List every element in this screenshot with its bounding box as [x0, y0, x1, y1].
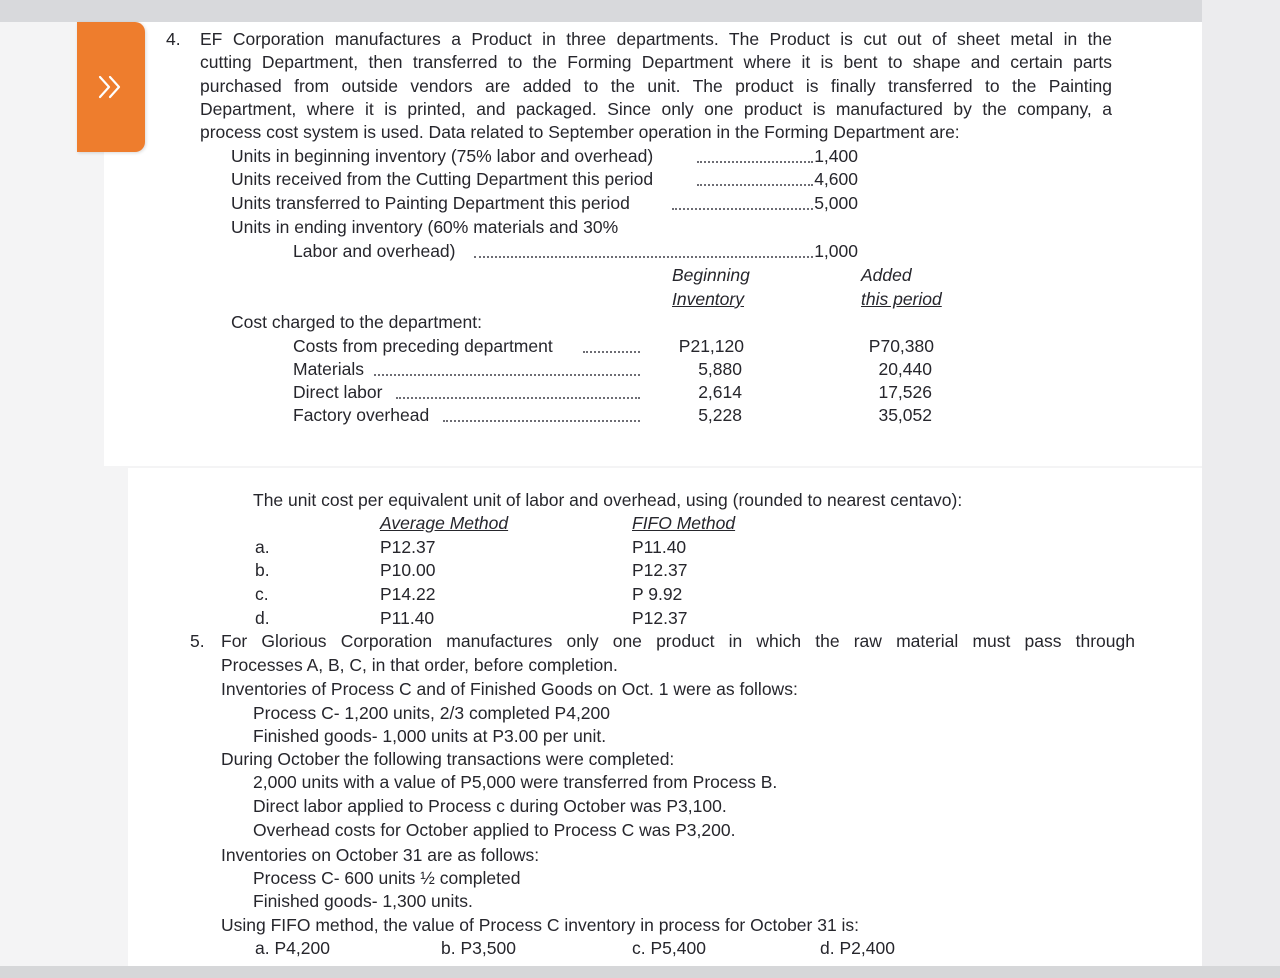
q5-transaction: 2,000 units with a value of P5,000 were transferred from Process B. — [253, 772, 778, 792]
q5-inventory-process-c: Process C- 1,200 units, 2/3 completed P4,200 — [253, 703, 611, 723]
choice-fifo: P12.37 — [632, 560, 688, 580]
q5-inventory-finished: Finished goods- 1,000 units at P3.00 per unit. — [253, 726, 607, 746]
choice-letter: a. — [255, 537, 270, 557]
q5-end-process-c: Process C- 600 units ½ completed — [253, 868, 521, 888]
q5-transaction: Direct labor applied to Process c during October was P3,100. — [253, 796, 727, 816]
cost-added: P70,380 — [868, 336, 934, 356]
cost-heading: Cost charged to the department: — [231, 312, 482, 332]
column-header-fifo: FIFO Method — [632, 513, 736, 533]
units-value: 5,000 — [814, 193, 858, 213]
column-header-added: this period — [861, 289, 942, 309]
q5-inventory-heading: Inventories of Process C and of Finished Goods on Oct. 1 were as follows: — [221, 679, 798, 699]
q5-transactions-heading: During October the following transactions were completed: — [221, 749, 675, 769]
q4-question-text: The unit cost per equivalent unit of labor and overhead, using (rounded to nearest centavo): — [253, 490, 963, 510]
right-edge-strip — [1202, 0, 1280, 978]
cost-added: 17,526 — [878, 382, 932, 402]
q5-line-1: For Glorious Corporation manufactures only one product in which the raw material must pass through — [221, 631, 1135, 651]
cost-label: Factory overhead — [293, 405, 430, 425]
q5-option: a. P4,200 — [255, 938, 330, 958]
top-edge-strip — [0, 0, 1280, 22]
cost-beginning: P21,120 — [678, 336, 744, 356]
q5-transaction: Overhead costs for October applied to Process C was P3,200. — [253, 820, 736, 840]
q4-line-4: Department, where it is printed, and packaged. Since only one product is manufactured by the company, a — [200, 99, 1112, 119]
dot-leader — [583, 351, 640, 353]
cost-label: Direct labor — [293, 382, 383, 402]
choice-letter: b. — [255, 560, 270, 580]
choice-letter: d. — [255, 608, 270, 628]
choice-fifo: P12.37 — [632, 608, 688, 628]
dot-leader — [697, 184, 813, 186]
choice-average: P11.40 — [380, 608, 435, 628]
units-label: Labor and overhead) — [293, 241, 456, 261]
choice-fifo: P11.40 — [632, 537, 687, 557]
q4-line-3: purchased from outside vendors are added to the unit. The product is finally transferred to the Painting — [200, 76, 1112, 96]
units-value: 1,400 — [814, 146, 858, 166]
expand-panel-button[interactable] — [77, 22, 145, 152]
choice-average: P12.37 — [380, 537, 436, 557]
cost-added: 20,440 — [878, 359, 932, 379]
column-header-beginning: Inventory — [672, 289, 744, 309]
column-header-added: Added — [861, 265, 912, 285]
q5-line-2: Processes A, B, C, in that order, before completion. — [221, 655, 618, 675]
q5-option: b. P3,500 — [441, 938, 516, 958]
cost-beginning: 5,228 — [698, 405, 742, 425]
column-header-average: Average Method — [380, 513, 509, 533]
q4-line-1: EF Corporation manufactures a Product in three departments. The Product is cut out of sheet metal in the — [200, 29, 1112, 49]
units-value: 1,000 — [814, 241, 858, 261]
q5-question-text: Using FIFO method, the value of Process C inventory in process for October 31 is: — [221, 915, 860, 935]
choice-average: P10.00 — [380, 560, 436, 580]
choice-average: P14.22 — [380, 584, 436, 604]
choice-fifo: P 9.92 — [632, 584, 683, 604]
bottom-edge-strip — [0, 966, 1280, 978]
dot-leader — [672, 208, 813, 210]
units-value: 4,600 — [814, 169, 858, 189]
column-header-beginning: Beginning — [672, 265, 750, 285]
choice-letter: c. — [255, 584, 269, 604]
dot-leader — [443, 420, 640, 422]
question-number: 4. — [166, 29, 181, 49]
dot-leader — [396, 397, 640, 399]
units-label: Units in ending inventory (60% materials and 30% — [231, 217, 619, 237]
q4-line-2: cutting Department, then transferred to the Forming Department where it is bent to shape and certain parts — [200, 52, 1112, 72]
dot-leader — [474, 256, 813, 258]
cost-label: Materials — [293, 359, 364, 379]
cost-beginning: 5,880 — [698, 359, 742, 379]
double-chevron-right-icon — [94, 70, 128, 104]
cost-beginning: 2,614 — [698, 382, 742, 402]
cost-added: 35,052 — [878, 405, 932, 425]
units-label: Units transferred to Painting Department this period — [231, 193, 630, 213]
q4-line-5: process cost system is used. Data related to September operation in the Forming Department are: — [200, 122, 960, 142]
q5-option: d. P2,400 — [820, 938, 895, 958]
q5-option: c. P5,400 — [632, 938, 706, 958]
dot-leader — [374, 374, 640, 376]
q5-end-heading: Inventories on October 31 are as follows: — [221, 845, 540, 865]
q5-end-finished: Finished goods- 1,300 units. — [253, 891, 473, 911]
cost-label: Costs from preceding department — [293, 336, 553, 356]
units-label: Units in beginning inventory (75% labor and overhead) — [231, 146, 654, 166]
units-label: Units received from the Cutting Department this period — [231, 169, 654, 189]
dot-leader — [697, 161, 813, 163]
question-number: 5. — [190, 631, 205, 651]
